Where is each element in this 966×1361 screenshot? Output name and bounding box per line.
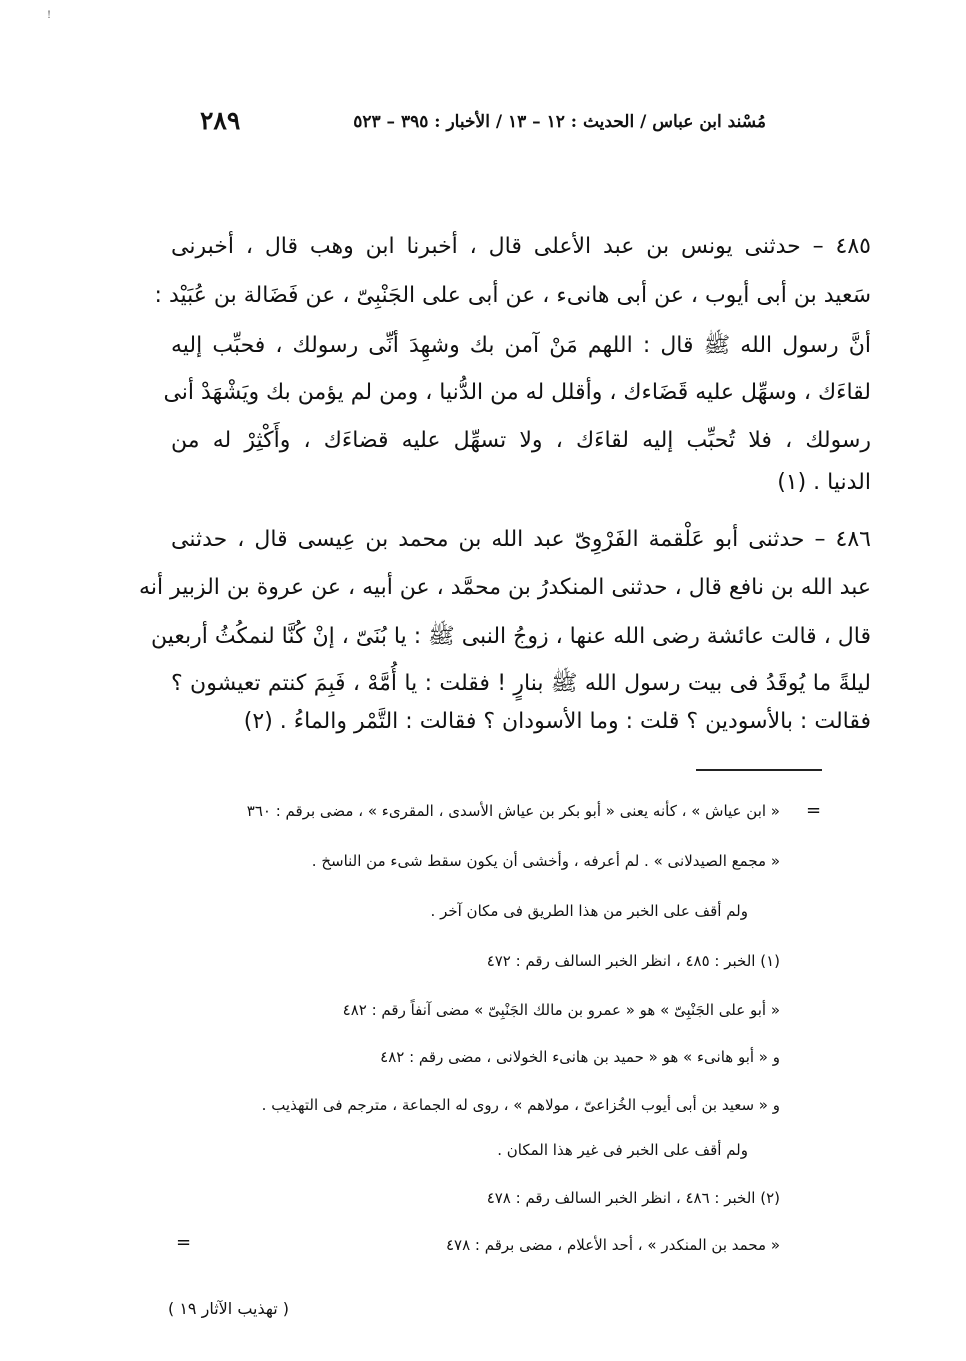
hadith-486-line-3: قال ، قالت عائشة رضى الله عنها ، زوجُ النبى ﷺ : يا بُنَىّ ، إنْ كُنَّا لنمكُثُ أربعين	[151, 624, 871, 649]
footnote-line-1: « ابن عياش » ، كأنه يعنى « أبو بكر بن عياش الأسدى ، المقرىء » ، مضى برقم : ٣٦٠	[246, 802, 780, 820]
footnote-line-2: « مجمع الصيدلانى » . لم أعرفه ، وأخشى أن يكون سقط شىء من الناسخ .	[311, 852, 780, 870]
hadith-486-line-5: فقالت : بالأسودين ؟ قلت : وما الأسودان ؟ فقالت : التَّمْر والماءُ . (٢)	[243, 709, 871, 734]
volume-signature: ( تهذيب الآثار ١٩ )	[168, 1299, 290, 1318]
footnote-line-9: (٢) الخبر : ٤٨٦ ، انظر الخبر السالف رقم : ٤٧٨	[486, 1189, 780, 1207]
footnote-line-6: و « أبو هانىء » هو « حميد بن هانىء الخولانى ، مضى رقم : ٤٨٢	[380, 1048, 780, 1066]
footnote-line-8: ولم أقف على الخبر فى غير هذا المكان .	[497, 1141, 748, 1159]
page-number: ٢٨٩	[200, 106, 241, 135]
hadith-485-line-3: أنَّ رسول الله ﷺ قال : اللهم مَنْ آمن بك وشهِدَ أنِّى رسولك ، فحبِّب إليه	[171, 333, 871, 358]
hadith-486-line-2: عبد الله بن نافع قال ، حدثنى المنكدرُ بن محمَّد ، عن أبيه ، عن عروة بن الزبير أنه	[139, 575, 871, 600]
hadith-486-line-1: ٤٨٦ – حدثنى أبو عَلْقمة الفَرْوِىّ عبد الله بن محمد بن عِيسى قال ، حدثنى	[171, 527, 871, 552]
footnote-line-7: و « سعيد بن أبى أيوب الخُزاعىّ ، مولاهم » ، روى له الجماعة ، مترجم فى التهذيب .	[261, 1096, 780, 1114]
footnote-line-5: « أبو على الجَنْبِىّ » هو « عمرو بن مالك الجَنْبِىّ » مضى آنفاً رقم : ٤٨٢	[342, 1001, 780, 1019]
hadith-486-line-4: ليلةً ما يُوقَدُ فى بيت رسول الله ﷺ بنارٍ ! فقلت : يا أُمَّهْ ، فَبِمَ كنتم تعيشون ؟	[171, 671, 871, 696]
footnote-separator	[696, 769, 822, 771]
footnote-line-10: « محمد بن المنكدر » ، أحد الأعلام ، مضى برقم : ٤٧٨	[445, 1236, 780, 1254]
hadith-485-line-2: سَعيد بن أبى أيوب ، عن أبى هانىء ، عن أبى على الجَنْبِىّ ، عن فَضَالة بن عُبَيْد :	[154, 283, 871, 308]
running-title: مُسْند ابن عباس / الحديث : ١٢ – ١٣ / الأخبار : ٣٩٥ – ٥٢٣	[353, 112, 766, 132]
hadith-485-line-5: رسولك ، فلا تُحبِّب إليه لقاءَك ، ولا تسهِّل عليه قضاءَك ، وأَكْثِرْ له من	[171, 428, 871, 453]
footnote-line-4: (١) الخبر : ٤٨٥ ، انظر الخبر السالف رقم : ٤٧٢	[486, 952, 780, 970]
continuation-mark-bottom: =	[176, 1232, 192, 1253]
hadith-485-line-4: لقاءَك ، وسهِّل عليه قَضَاءك ، وأقلل له من الدُّنيا ، ومن لم يؤمن بك ويَشْهَدْ أنى	[163, 380, 871, 405]
footnote-line-3: ولم أقف على الخبر من هذا الطريق فى مكان آخر .	[430, 902, 748, 920]
hadith-485-line-6: الدنيا . (١)	[777, 470, 871, 495]
hadith-485-line-1: ٤٨٥ – حدثنى يونس بن عبد الأعلى قال ، أخبرنا ابن وهب قال ، أخبرنى	[171, 234, 871, 259]
corner-mark: !	[47, 10, 52, 21]
continuation-mark-top: =	[806, 800, 822, 821]
